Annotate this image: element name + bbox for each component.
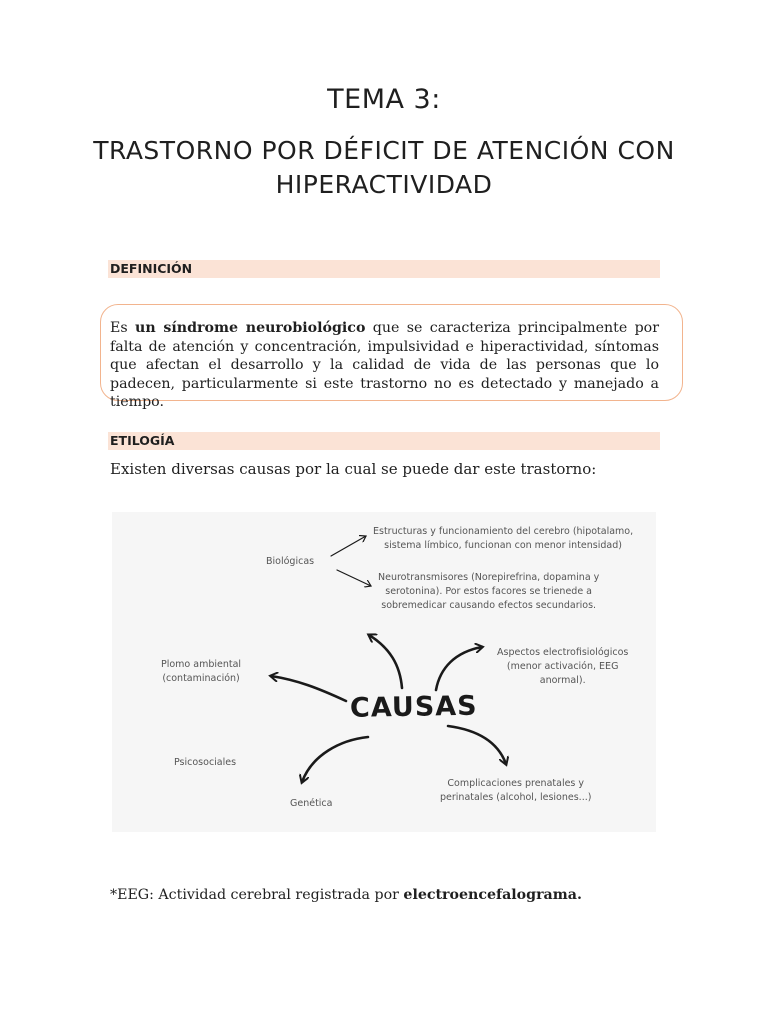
- label-psicosociales: Psicosociales: [174, 757, 237, 768]
- neuro-line-1: Neurotransmisores (Norepirefrina, dopamina y: [378, 572, 600, 583]
- definition-prefix: Es: [110, 320, 135, 336]
- note-bold: electroencefalograma.: [403, 887, 582, 903]
- topic-number: TEMA 3:: [327, 84, 441, 115]
- title-line-1: TRASTORNO POR DÉFICIT DE ATENCIÓN CON: [93, 136, 675, 165]
- label-neurotransmisores: [378, 571, 599, 613]
- plomo-line-1: Plomo ambiental: [161, 659, 242, 670]
- label-electrofisiologicos: [497, 646, 628, 688]
- definicion-heading: DEFINICIÓN: [108, 260, 660, 278]
- label-genetica: Genética: [290, 798, 333, 809]
- title-line-2: HIPERACTIVIDAD: [275, 170, 493, 199]
- arrow-to-complicaciones: [448, 726, 506, 764]
- arrow-up: [369, 635, 402, 688]
- label-complicaciones: [440, 777, 591, 805]
- etiologia-intro: Existen diversas causas por la cual se puede dar este trastorno:: [110, 460, 597, 478]
- estructuras-line-2: sistema límbico, funcionan con menor intensidad): [384, 540, 622, 551]
- definition-rest: que se caracteriza principalmente por falta de atención y concentración, impulsividad e hiperactividad, síntomas que afectan el desarrollo y la calidad de vida de las personas que lo padecen, particularmente si este trastorno no es detectado y manejado a tiempo.: [110, 320, 660, 410]
- neuro-line-2: serotonina). Por estos facores se trienede a: [385, 586, 593, 597]
- electro-line-1: Aspectos electrofisiológicos: [497, 647, 629, 658]
- label-estructuras: [373, 525, 633, 553]
- estructuras-line-1: Estructuras y funcionamiento del cerebro (hipotalamo,: [373, 526, 634, 537]
- note-prefix: *EEG: Actividad cerebral registrada por: [110, 887, 404, 903]
- diagram-center-causas: CAUSAS: [349, 690, 478, 724]
- complicaciones-line-1: Complicaciones prenatales y: [447, 778, 585, 789]
- arrow-to-plomo: [271, 676, 346, 701]
- arrow-to-estructuras: [331, 536, 366, 556]
- eeg-footnote: [110, 887, 582, 903]
- plomo-line-2: (contaminación): [162, 673, 240, 684]
- arrow-to-neurotransmisores: [337, 570, 371, 586]
- complicaciones-line-2: perinatales (alcohol, lesiones...): [440, 792, 592, 803]
- electro-line-3: anormal).: [539, 675, 586, 686]
- label-plomo: [161, 658, 241, 686]
- label-biologicas: Biológicas: [266, 556, 315, 567]
- neuro-line-3: sobremedicar causando efectos secundarios.: [381, 600, 597, 611]
- etiologia-heading: ETILOGÍA: [108, 432, 660, 450]
- definition-bold: un síndrome neurobiológico: [135, 320, 366, 336]
- arrow-to-electro: [436, 647, 482, 690]
- electro-line-2: (menor activación, EEG: [506, 661, 619, 672]
- arrow-to-genetica: [302, 737, 368, 782]
